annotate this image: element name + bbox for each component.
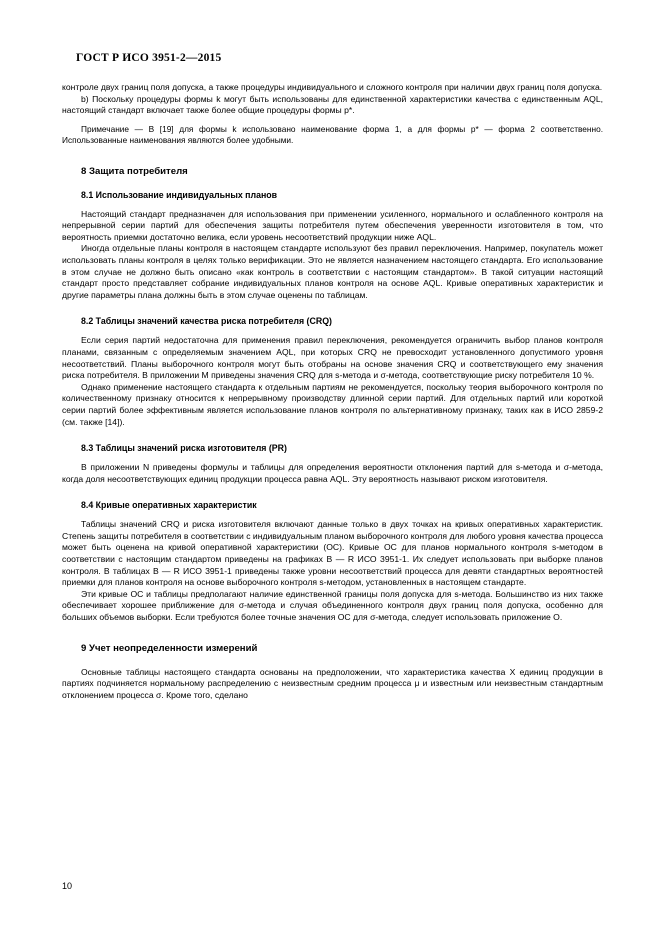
page-header <box>76 52 603 64</box>
clause-8-heading: 8 Защита потребителя <box>81 165 188 177</box>
clause-8-1-paragraph-1: Настоящий стандарт предназначен для использования при применении усиленного, нормального и ослабленного контроля на непрерывной серии партий для обеспечения защиты потребителя путем обеспечения уверенности изготовителя в том, что вероятность приемки достаточно велика, если уровень несоответствий продукции ниже AQL. <box>62 208 603 242</box>
clause-8-1-paragraph-2: Иногда отдельные планы контроля в настоящем стандарте используют без правил переключения. Например, покупатель может использовать планы контроля в целях только верификации. Это не является назначением настоящего стандарта. Его использование в этом случае не должно быть описано «как контроль в соответствии с настоящим стандартом». В такой ситуации настоящий стандарт просто представляет собрание индивидуальных планов контроля на основе AQL. Кривые оперативных характеристик и другие параметры плана должны быть в этом случае оценены по таблицам. <box>62 243 603 300</box>
page-number: 10 <box>62 881 73 891</box>
clause-8-1-heading: 8.1 Использование индивидуальных планов <box>81 189 278 200</box>
clause-8-2-paragraph-1: Если серия партий недостаточна для применения правил переключения, рекомендуется ограничить выбор планов контроля планами, связанным с определяемым значением AQL, при которых CRQ не превосходит установленного допустимого уровня несоответствий. Планы выборочного контроля могут быть отобраны на основе значения CRQ и соответствующего ему значения риска потребителя. В приложении М приведены значения CRQ для s-метода и σ-метода, соответствующие риску потребителя 10 %. <box>62 335 603 381</box>
clause-8-4-heading: 8.4 Кривые оперативных характеристик <box>81 500 257 511</box>
note-paragraph: Примечание — В [19] для формы k использовано наименование форма 1, а для формы p* — форма 2 соответственно. Использованные наименования являются более удобными. <box>62 123 603 146</box>
paragraph-intro: контроле двух границ поля допуска, а также процедуры индивидуального и сложного контроля при наличии двух границ поля допуска. <box>62 82 603 92</box>
clause-8-3-paragraph-1: В приложении N приведены формулы и таблицы для определения вероятности отклонения партий для s-метода и σ-метода, когда доля несоответствующих единиц продукции процесса равна AQL. Эту вероятность называют риском изготовителя. <box>62 462 603 484</box>
clause-8-4-paragraph-1: Таблицы значений CRQ и риска изготовителя включают данные только в двух точках на кривых оперативных характеристик. Степень защиты потребителя в соответствии с индивидуальным планом выборочного контроля для любого уровня качества процесса может быть оценена на кривой оперативной характеристики (ОС). Кривые ОС для планов нормального контроля s-методом в соответствии с настоящим стандартом приведены на графиках В — R ИСО 3951-1. Их следует использовать при выборке планов контроля. В таблицах В — R ИСО 3951-1 приведены также уровни несоответствий процесса для девяти стандартных вероятностей приемки для планов контроля на основе выборочного контроля s-методом, установленных в настоящем стандарте. <box>62 519 603 588</box>
clause-9-paragraph-1: Основные таблицы настоящего стандарта основаны на предположении, что характеристика качества X единиц продукции в партиях подчиняется нормальному распределению с неизвестным средним процесса μ и известным или неизвестным стандартным отклонением процесса σ. Кроме того, сделано <box>62 666 603 700</box>
clause-8-2-paragraph-2: Однако применение настоящего стандарта к отдельным партиям не рекомендуется, поскольку теория выборочного контроля по количественному признаку относится к непрерывному производству длинной серии партий. Для отдельных партий или короткой серии партий более эффективным является использование планов контроля по альтернативному признаку, таких как в ИСО 2859-2 (см. также [14]). <box>62 381 603 427</box>
clause-8-4-paragraph-2: Эти кривые ОС и таблицы предполагают наличие единственной границы поля допуска для s-метода. Большинство из них также обеспечивает хорошее приближение для σ-метода и случая объединенного контроля двух границ поля допуска, особенно для больших объемов выборки. Если требуются более точные значения ОС для σ-метода, следует использовать приложение О. <box>62 588 603 623</box>
clause-8-2-heading: 8.2 Таблицы значений качества риска потребителя (CRQ) <box>81 316 332 327</box>
clause-8-3-heading: 8.3 Таблицы значений риска изготовителя (PR) <box>81 443 287 454</box>
paragraph-item-b: b) Поскольку процедуры формы k могут быть использованы для единственной характеристики качества с единственным AQL, настоящий стандарт включает также более общие процедуры формы p*. <box>62 93 603 116</box>
standard-designation: ГОСТ Р ИСО 3951-2—2015 <box>76 52 222 64</box>
clause-9-heading: 9 Учет неопределенности измерений <box>81 642 258 654</box>
